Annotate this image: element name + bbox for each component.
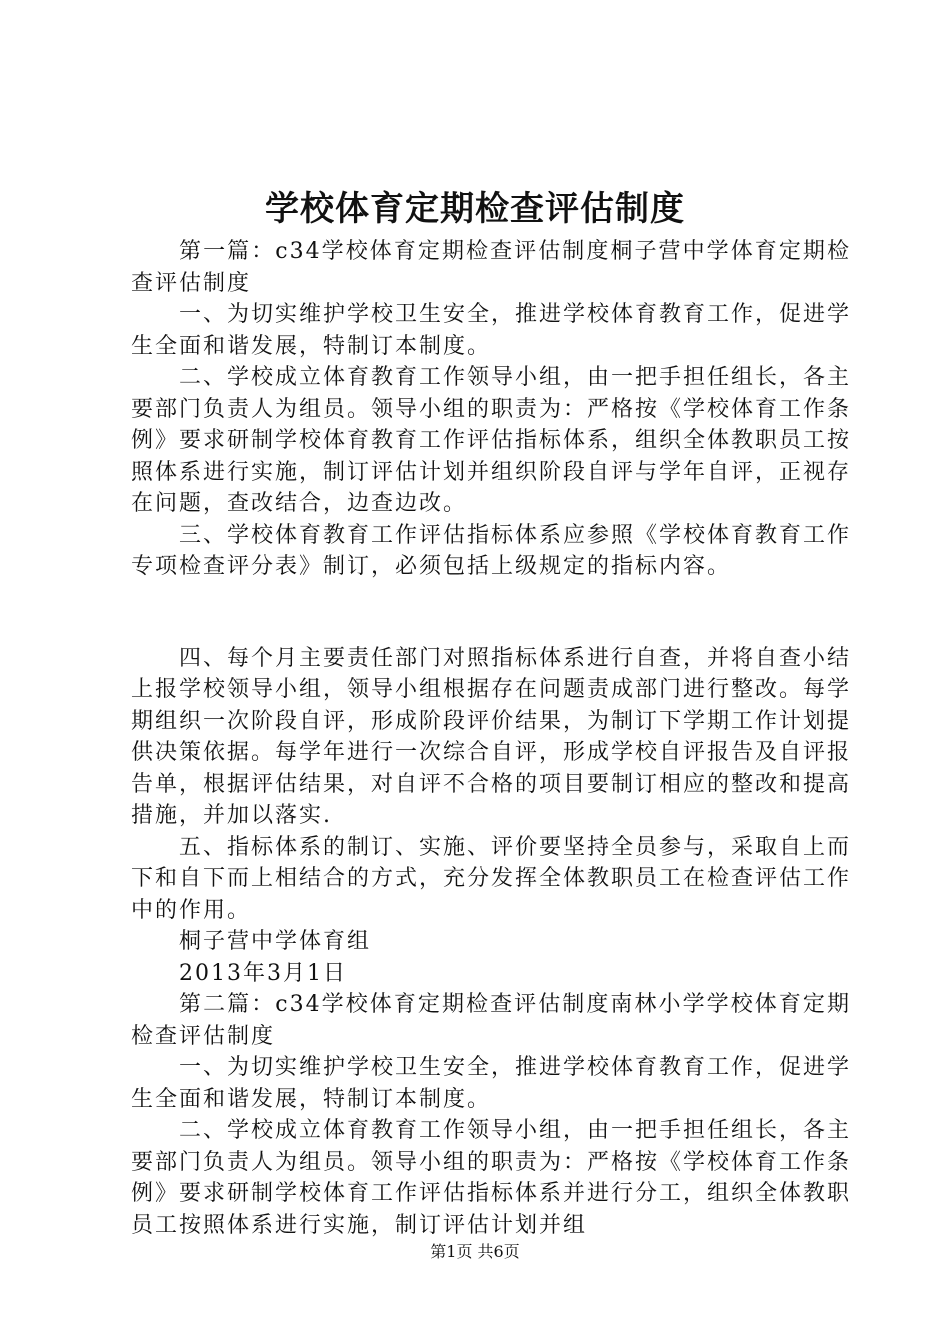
document-body [131, 236, 851, 1241]
paragraph-3: 三、学校体育教育工作评估指标体系应参照《学校体育教育工作专项检查评分表》制订，必须包括上级规定的指标内容。 [131, 522, 852, 579]
section-heading-2: 第二篇：c34学校体育定期检查评估制度南林小学学校体育定期检查评估制度 [131, 992, 851, 1049]
signature-date: 2013年3月1日 [179, 960, 347, 986]
section-heading-1: 第一篇：c34学校体育定期检查评估制度桐子营中学体育定期检查评估制度 [131, 239, 851, 296]
paragraph-6: 一、为切实维护学校卫生安全，推进学校体育教育工作，促进学生全面和谐发展，特制订本制度。 [131, 1055, 852, 1112]
signature-org: 桐子营中学体育组 [179, 929, 372, 954]
document-title: 学校体育定期检查评估制度 [265, 189, 685, 229]
blank-line [131, 583, 851, 643]
paragraph-2: 二、学校成立体育教育工作领导小组，由一把手担任组长，各主要部门负责人为组员。领导小组的职责为：严格按《学校体育工作条例》要求研制学校体育教育工作评估指标体系，组织全体教职员工按照体系进行实施，制订评估计划并组织阶段自评与学年自评，正视存在问题，查改结合，边查边改。 [131, 365, 852, 516]
page-footer: 第1页 共6页 [430, 1242, 520, 1261]
paragraph-5: 五、指标体系的制订、实施、评价要坚持全员参与，采取自上而下和自下而上相结合的方式，充分发挥全体教职员工在检查评估工作中的作用。 [131, 834, 852, 923]
paragraph-7: 二、学校成立体育教育工作领导小组，由一把手担任组长，各主要部门负责人为组员。领导小组的职责为：严格按《学校体育工作条例》要求研制学校体育工作评估指标体系并进行分工，组织全体教职员工按照体系进行实施，制订评估计划并组 [131, 1118, 852, 1238]
paragraph-1: 一、为切实维护学校卫生安全，推进学校体育教育工作，促进学生全面和谐发展，特制订本制度。 [131, 302, 852, 359]
paragraph-4: 四、每个月主要责任部门对照指标体系进行自查，并将自查小结上报学校领导小组，领导小组根据存在问题责成部门进行整改。每学期组织一次阶段自评，形成阶段评价结果，为制订下学期工作计划提供决策依据。每学年进行一次综合自评，形成学校自评报告及自评报告单，根据评估结果，对自评不合格的项目要制订相应的整改和提高措施，并加以落实. [131, 645, 852, 828]
